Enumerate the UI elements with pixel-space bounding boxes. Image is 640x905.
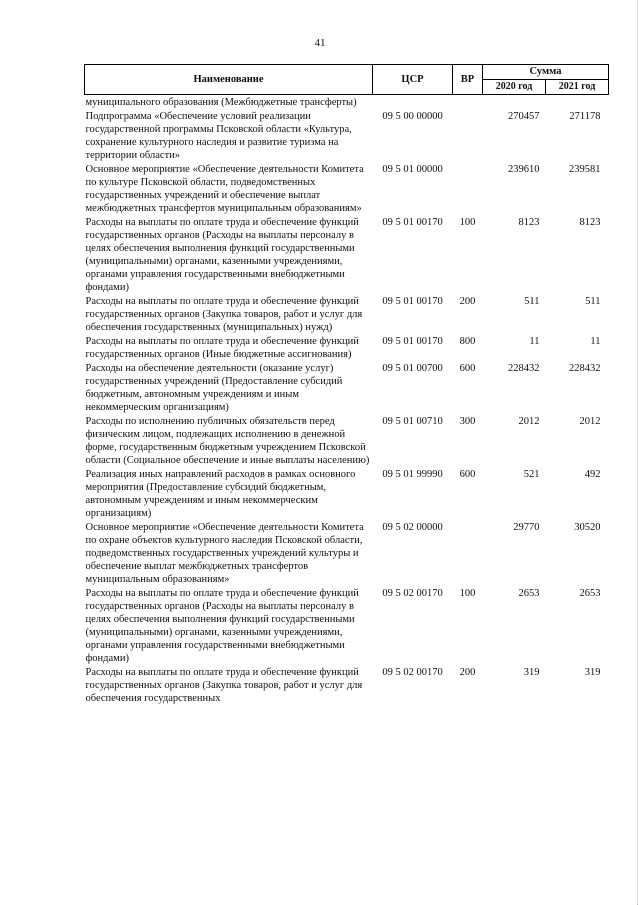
table-row [85, 334, 609, 361]
row-name: Основное мероприятие «Обеспечение деятельности Комитета по охране объектов культурного наследия Псковской области, подведомственных государственных учреждений культуры и обеспечение выплат межбюджетных трансфертов муниципальным образованиям» [85, 522, 364, 585]
row-sum-2021 [546, 95, 609, 110]
page-number: 41 [314, 37, 326, 49]
row-csr: 09 5 02 00170 [382, 588, 443, 599]
row-csr: 09 5 01 00700 [382, 363, 443, 374]
page-edge-dots [633, 0, 638, 905]
row-sum-2020: 511 [524, 296, 540, 307]
row-sum-2020: 228432 [508, 363, 540, 374]
header-csr: ЦСР [373, 65, 453, 95]
row-csr: 09 5 00 00000 [382, 111, 443, 122]
header-sum: Сумма [483, 65, 609, 80]
table-header [85, 65, 609, 95]
row-csr [373, 95, 453, 110]
row-name: Расходы на выплаты по оплате труда и обеспечение функций государственных органов (Закупка товаров, работ и услуг для обеспечения государственных (муниципальных) нужд) [85, 296, 363, 333]
row-vr: 300 [459, 416, 476, 427]
table-row [85, 215, 609, 294]
row-vr: 100 [459, 217, 476, 228]
row-csr: 09 5 01 99990 [382, 469, 443, 480]
row-sum-2021: 2012 [579, 416, 601, 427]
table-row [85, 520, 609, 586]
header-year-2021: 2021 год [546, 80, 609, 95]
table-row [85, 467, 609, 520]
row-sum-2020: 11 [529, 336, 540, 347]
table-row [85, 665, 609, 705]
row-sum-2021: 319 [584, 667, 601, 678]
row-name: муниципального образования (Межбюджетные трансферты) [85, 97, 357, 108]
row-csr: 09 5 01 00170 [382, 336, 443, 347]
row-sum-2020: 239610 [508, 164, 540, 175]
row-name: Реализация иных направлений расходов в рамках основного мероприятия (Предоставление субсидий бюджетным, автономным учреждениям и иным некоммерческим организациям) [85, 469, 356, 519]
row-name: Расходы на выплаты по оплате труда и обеспечение функций государственных органов (Расходы на выплаты персоналу в целях обеспечения выполнения функций государственными (муниципальными) органами, казенными учреждениями, органами управления государственными внебюджетными фондами) [85, 217, 359, 293]
row-sum-2021: 239581 [569, 164, 601, 175]
row-sum-2021: 511 [585, 296, 601, 307]
row-name: Подпрограмма «Обеспечение условий реализации государственной программы Псковской области «Культура, сохранение культурного наследия и развитие туризма на территории области» [85, 111, 352, 161]
row-sum-2020: 319 [523, 667, 540, 678]
row-vr: 600 [459, 363, 476, 374]
table-row [85, 586, 609, 665]
row-name: Расходы на выплаты по оплате труда и обеспечение функций государственных органов (Закупка товаров, работ и услуг для обеспечения государственных [85, 667, 363, 704]
row-vr: 200 [459, 296, 476, 307]
row-csr: 09 5 01 00710 [382, 416, 443, 427]
row-name: Расходы по исполнению публичных обязательств перед физическим лицом, подлежащих исполнению в денежной форме, государственным бюджетным учреждением Псковской области (Социальное обеспечение и иные выплаты населению) [85, 416, 370, 466]
row-csr: 09 5 02 00170 [382, 667, 443, 678]
row-sum-2021: 30520 [574, 522, 601, 533]
row-sum-2021: 228432 [569, 363, 601, 374]
table-row [85, 109, 609, 162]
row-vr [453, 95, 483, 110]
row-sum-2021: 8123 [579, 217, 601, 228]
row-sum-2020: 2653 [518, 588, 540, 599]
row-csr: 09 5 01 00170 [382, 217, 443, 228]
row-name: Основное мероприятие «Обеспечение деятельности Комитета по культуре Псковской области, подведомственных государственных учреждений и обеспечение выплат межбюджетных трансфертов муниципальным образованиям» [85, 164, 364, 214]
row-sum-2021: 271178 [569, 111, 601, 122]
budget-table-container [84, 64, 608, 705]
row-sum-2020 [483, 95, 546, 110]
table-body [85, 95, 609, 706]
row-name: Расходы на выплаты по оплате труда и обеспечение функций государственных органов (Расходы на выплаты персоналу в целях обеспечения выполнения функций государственными (муниципальными) органами, казенными учреждениями, органами управления государственными внебюджетными фондами) [85, 588, 359, 664]
row-sum-2020: 8123 [518, 217, 540, 228]
row-csr: 09 5 02 00000 [382, 522, 443, 533]
table-row [85, 162, 609, 215]
row-vr: 100 [459, 588, 476, 599]
row-sum-2020: 2012 [518, 416, 540, 427]
row-vr: 800 [459, 336, 476, 347]
table-row [85, 95, 609, 110]
table-row [85, 294, 609, 334]
table-row [85, 361, 609, 414]
row-sum-2021: 492 [584, 469, 601, 480]
header-name: Наименование [85, 65, 373, 95]
row-sum-2021: 11 [590, 336, 601, 347]
row-sum-2021: 2653 [579, 588, 601, 599]
budget-table [84, 64, 609, 705]
row-sum-2020: 29770 [513, 522, 540, 533]
row-sum-2020: 521 [523, 469, 540, 480]
header-vr: ВР [453, 65, 483, 95]
row-csr: 09 5 01 00170 [382, 296, 443, 307]
row-vr [453, 520, 483, 586]
row-vr [453, 162, 483, 215]
table-row [85, 414, 609, 467]
row-vr: 600 [459, 469, 476, 480]
row-name: Расходы на обеспечение деятельности (оказание услуг) государственных учреждений (Предоставление субсидий бюджетным, автономным учреждениям и иным некоммерческим организациям) [85, 363, 343, 413]
row-sum-2020: 270457 [508, 111, 540, 122]
row-vr: 200 [459, 667, 476, 678]
row-vr [453, 109, 483, 162]
row-name: Расходы на выплаты по оплате труда и обеспечение функций государственных органов (Иные бюджетные ассигнования) [85, 336, 359, 360]
row-csr: 09 5 01 00000 [382, 164, 443, 175]
header-year-2020: 2020 год [483, 80, 546, 95]
